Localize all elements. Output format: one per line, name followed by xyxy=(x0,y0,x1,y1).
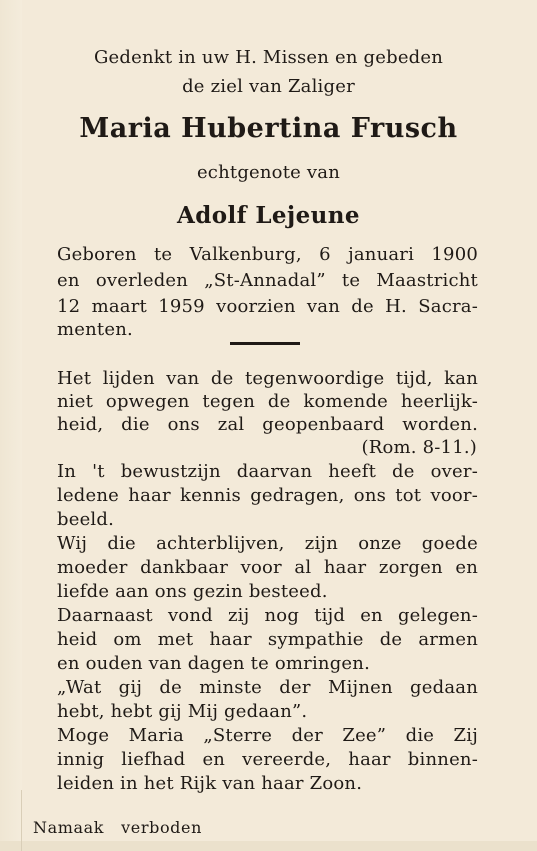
body-line-8: Wij die achterblijven, zijn onze goede xyxy=(57,533,478,554)
biography-line-4: menten. xyxy=(57,319,133,340)
biography-line-1: Geboren te Valkenburg, 6 januari 1900 xyxy=(57,244,478,265)
biography-line-3: 12 maart 1959 voorzien van de H. Sacra- xyxy=(57,296,478,317)
body-line-16: Moge Maria „Sterre der Zee” die Zij xyxy=(57,725,478,746)
header-line-1: Gedenkt in uw H. Missen en gebeden xyxy=(93,47,444,68)
body-line-14: „Wat gij de minste der Mijnen gedaan xyxy=(57,677,478,698)
body-line-1: Het lijden van de tegenwoordige tijd, kan xyxy=(57,368,478,389)
body-line-7: beeld. xyxy=(57,509,115,530)
body-line-9: moeder dankbaar voor al haar zorgen en xyxy=(57,557,478,578)
divider-rule xyxy=(230,342,300,345)
body-line-17: innig liefhad en vereerde, haar binnen- xyxy=(57,749,478,770)
scripture-reference: (Rom. 8-11.) xyxy=(361,437,477,458)
footer-notice: Namaak verboden xyxy=(33,818,202,837)
card-bottom-edge xyxy=(0,841,537,851)
fold-mark xyxy=(21,790,22,851)
body-line-13: en ouden van dagen te omringen. xyxy=(57,653,370,674)
spouse-name: Adolf Lejeune xyxy=(177,202,360,229)
body-line-6: ledene haar kennis gedragen, ons tot voor- xyxy=(57,485,478,506)
body-line-10: liefde aan ons gezin besteed. xyxy=(57,581,328,602)
body-line-3: heid, die ons zal geopenbaard worden. xyxy=(57,414,478,435)
body-line-2: niet opwegen tegen de komende heerlijk- xyxy=(57,391,478,412)
spouse-intro: echtgenote van xyxy=(196,162,341,183)
biography-line-2: en overleden „St-Annadal” te Maastricht xyxy=(57,270,478,291)
deceased-name: Maria Hubertina Frusch xyxy=(79,113,458,144)
body-line-18: leiden in het Rijk van haar Zoon. xyxy=(57,773,363,794)
header-line-2: de ziel van Zaliger xyxy=(182,76,355,97)
body-line-15: hebt, hebt gij Mij gedaan”. xyxy=(57,701,308,722)
body-line-11: Daarnaast vond zij nog tijd en gelegen- xyxy=(57,605,478,626)
body-line-5: In 't bewustzijn daarvan heeft de over- xyxy=(57,461,478,482)
body-line-12: heid om met haar sympathie de armen xyxy=(57,629,478,650)
